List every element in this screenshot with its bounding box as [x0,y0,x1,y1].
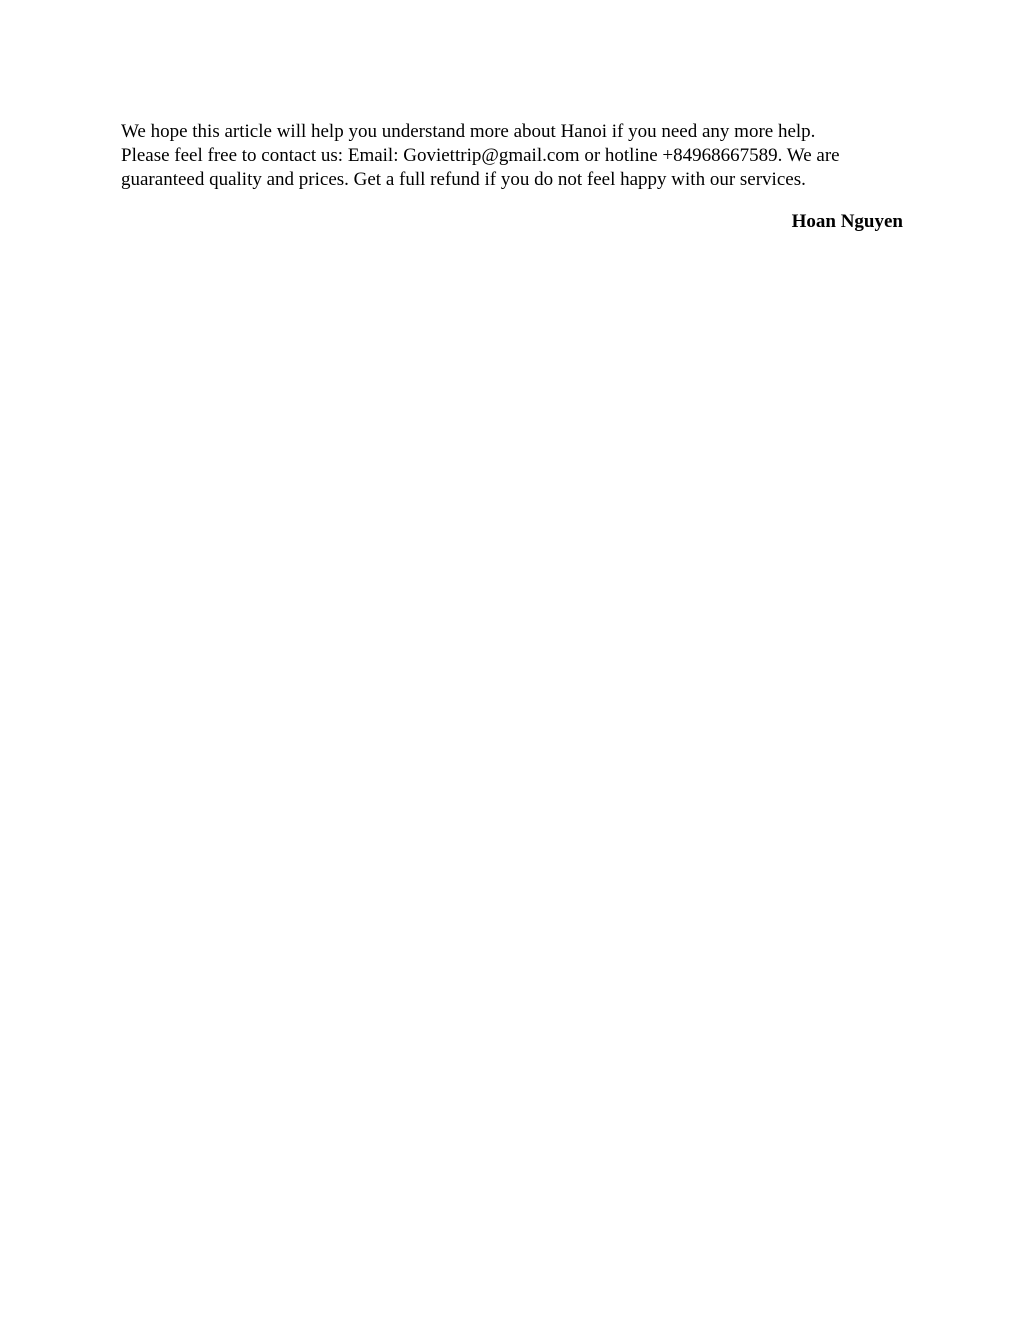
paragraph-line: We hope this article will help you understand more about Hanoi if you need any more help. [121,121,816,142]
paragraph-line: Please feel free to contact us: Email: Goviettrip@gmail.com or hotline +84968667589. We are [121,145,840,166]
closing-paragraph [121,120,911,192]
author-signature: Hoan Nguyen [791,211,903,232]
paragraph-line: guaranteed quality and prices. Get a full refund if you do not feel happy with our services. [121,169,806,190]
